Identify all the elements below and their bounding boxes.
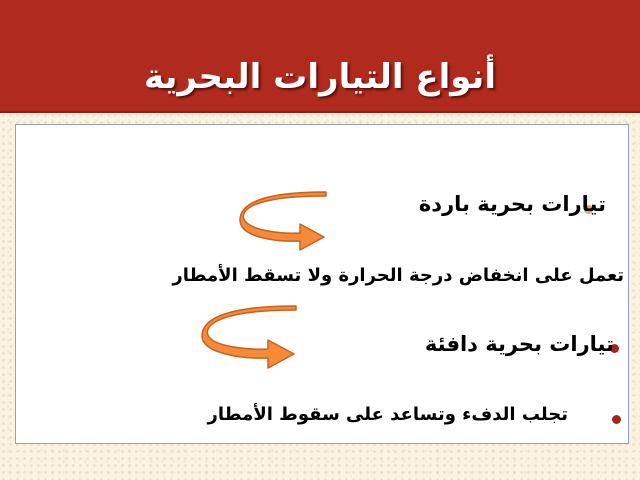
curved-arrow-icon	[238, 190, 330, 252]
list-item-warm-effect: تجلب الدفء وتساعد على سقوط الأمطار	[207, 404, 568, 425]
curved-arrow-icon	[200, 304, 300, 370]
list-item-cold-currents: تيارات بحرية باردة	[418, 192, 606, 216]
bullet-dot-icon	[612, 415, 621, 424]
list-item-warm-currents: تيارات بحرية دافئة	[424, 332, 614, 356]
slide-title: أنواع التيارات البحرية	[144, 57, 496, 97]
list-item-cold-effect: تعمل على انخفاض درجة الحرارة ولا تسقط الأمطار	[172, 265, 624, 286]
